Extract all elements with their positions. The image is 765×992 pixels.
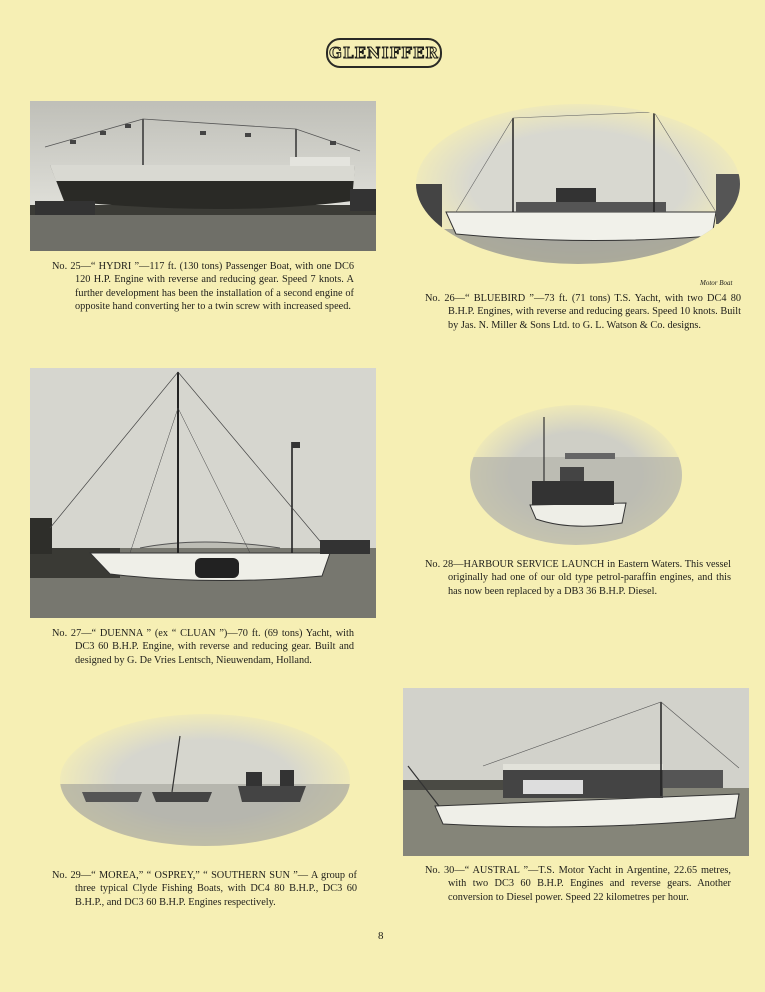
page-number: 8 xyxy=(378,930,384,942)
caption-30 xyxy=(425,864,731,904)
caption-27-text: No. 27—“ DUENNA ” (ex “ CLUAN ”)—70 ft. (69 tons) Yacht, with DC3 60 B.H.P. Engine, with reverse and reducing gear. Built and designed by G. De Vries Lentsch, Nieuwendam, Holland. xyxy=(52,628,354,666)
photo-bluebird xyxy=(416,104,740,264)
logo-text: GLENIFFER xyxy=(329,44,439,62)
photo-clyde-fishing-boats xyxy=(60,714,350,846)
caption-28-text: No. 28—HARBOUR SERVICE LAUNCH in Eastern Waters. This vessel originally had one of our old type petrol-paraffin engines, and this has now been replaced by a DB3 36 B.H.P. Diesel. xyxy=(425,559,731,597)
caption-25-text: No. 25—“ HYDRI ”—117 ft. (130 tons) Passenger Boat, with one DC6 120 H.P. Engine with reverse and reducing gear. Speed 7 knots. A further development has been the installation of a second engine of opposite hand converting her to a twin screw with increased speed. xyxy=(52,261,354,313)
caption-28 xyxy=(425,558,731,598)
caption-26 xyxy=(425,292,741,332)
caption-30-text: No. 30—“ AUSTRAL ”—T.S. Motor Yacht in Argentine, 22.65 metres, with two DC3 60 B.H.P. Engines and reverse gears. Another conversion to Diesel power. Speed 22 kilometres per hour. xyxy=(425,865,731,903)
photo-duenna xyxy=(30,368,376,618)
caption-29-text: No. 29—“ MOREA,” “ OSPREY,” “ SOUTHERN SUN ”— A group of three typical Clyde Fishing Boats, with DC4 80 B.H.P., DC3 60 B.H.P., and DC3 60 B.H.P. Engines respectively. xyxy=(52,870,357,908)
caption-25 xyxy=(52,260,354,314)
photo-austral xyxy=(403,688,749,856)
photo-harbour-launch xyxy=(470,405,682,545)
photo-credit: Motor Boat xyxy=(700,279,733,287)
caption-27 xyxy=(52,627,354,667)
photo-hydri xyxy=(30,101,376,251)
gleniffer-logo xyxy=(326,38,442,68)
caption-26-text: No. 26—“ BLUEBIRD ”—73 ft. (71 tons) T.S. Yacht, with two DC4 80 B.H.P. Engines, with reverse and reducing gears. Speed 10 knots. Built by Jas. N. Miller & Sons Ltd. to G. L. Watson & Co. designs. xyxy=(425,293,741,331)
caption-29 xyxy=(52,869,357,909)
